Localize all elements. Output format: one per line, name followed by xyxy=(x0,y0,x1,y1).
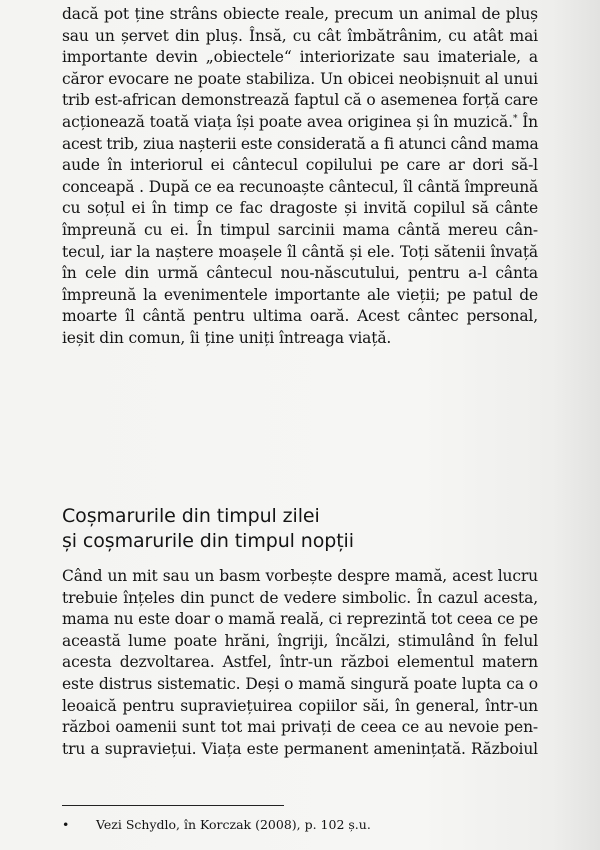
text-line: aude în interiorul ei cântecul copilului pe care ar dori să-l xyxy=(62,156,538,175)
text-line: trib est-african demonstrează faptul că o asemenea forță care xyxy=(62,91,538,110)
text-line-part: În xyxy=(522,112,538,131)
heading-line: Coșmarurile din timpul zilei xyxy=(62,504,320,527)
text-line: împreună la evenimentele importante ale vieții; pe patul de xyxy=(62,285,538,304)
text-line-with-footnote xyxy=(62,112,538,134)
text-line: leoaică pentru supraviețuirea copiilor săi, în general, într-un xyxy=(62,696,538,715)
text-line: război oamenii sunt tot mai privați de ceea ce au nevoie pen- xyxy=(62,718,538,737)
text-line: acest trib, ziua nașterii este considerată a fi atunci când mama xyxy=(62,134,539,153)
text-line: trebuie înțeles din punct de vedere simbolic. În cazul acesta, xyxy=(62,588,538,607)
section-heading xyxy=(62,504,538,554)
text-line: ieșit din comun, îi ține uniți întreaga viață. xyxy=(62,328,392,347)
text-line: tecul, iar la naștere moașele îl cântă și ele. Toți sătenii învață xyxy=(62,242,538,261)
footnote-divider xyxy=(62,805,284,806)
footnote xyxy=(62,817,538,833)
text-line: conceapă . După ce ea recunoaște cântecul, îl cântă împreună xyxy=(62,177,538,196)
body-paragraph-2 xyxy=(62,566,538,760)
text-line: Când un mit sau un basm vorbește despre mamă, acest lucru xyxy=(62,567,538,585)
text-line: este distrus sistematic. Deși o mamă singură poate lupta ca o xyxy=(62,674,538,693)
body-paragraph-1 xyxy=(62,4,538,350)
text-line: acesta dezvoltarea. Astfel, într-un război elementul matern xyxy=(62,653,538,672)
text-line: dacă pot ține strâns obiecte reale, precum un animal de pluș xyxy=(62,5,538,23)
text-line: mama nu este doar o mamă reală, ci reprezintă tot ceea ce pe xyxy=(62,610,538,629)
text-line: împreună cu ei. În timpul sarcinii mama cântă mereu cân- xyxy=(62,220,538,239)
text-line: în cele din urmă cântecul nou-născutului, pentru a-l cânta xyxy=(62,264,538,283)
text-line: sau un șervet din pluș. Însă, cu cât îmbătrânim, cu atât mai xyxy=(62,26,538,45)
text-line: tru a supraviețui. Viața este permanent amenințată. Războiul xyxy=(62,739,538,758)
text-line-part: acționează toată viața își poate avea originea și în muzică. xyxy=(62,112,513,131)
footnote-marker: • xyxy=(62,817,70,832)
text-line: cu soțul ei în timp ce fac dragoste și invită copilul să cânte xyxy=(62,199,538,218)
footnote-text: Vezi Schydlo, în Korczak (2008), p. 102 ș.u. xyxy=(96,817,371,832)
text-line: această lume poate hrăni, îngriji, încălzi, stimulând în felul xyxy=(62,631,538,650)
text-line: căror evocare ne poate stabiliza. Un obicei neobișnuit al unui xyxy=(62,69,538,88)
text-line: moarte îl cântă pentru ultima oară. Acest cântec personal, xyxy=(62,307,538,326)
text-line: importante devin „obiectele“ interiorizate sau imateriale, a xyxy=(62,48,538,67)
footnote-reference: * xyxy=(512,113,518,124)
heading-line: și coșmarurile din timpul nopții xyxy=(62,529,354,552)
